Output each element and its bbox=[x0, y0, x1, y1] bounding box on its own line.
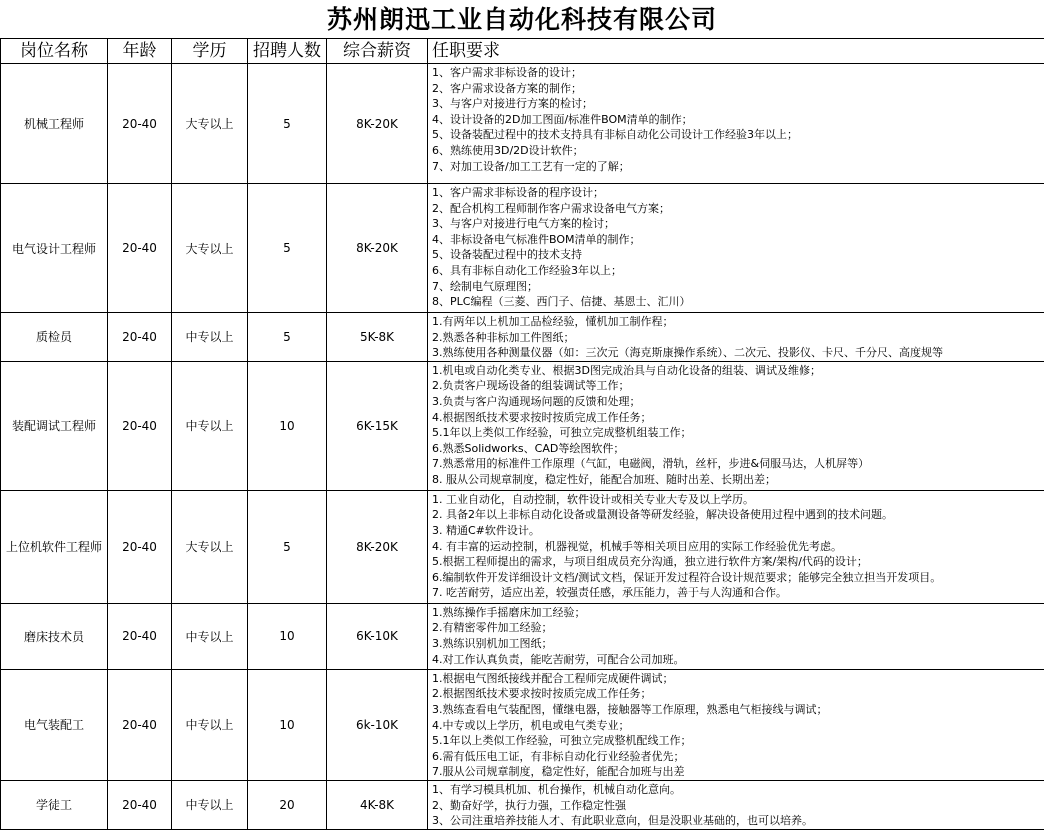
salary-cell: 8K-20K bbox=[327, 64, 428, 184]
table-row bbox=[1, 361, 1044, 490]
requirements-cell bbox=[428, 490, 1044, 603]
education-cell: 大专以上 bbox=[172, 490, 248, 603]
position-cell: 电气装配工 bbox=[1, 669, 108, 780]
requirement-item: 4.中专或以上学历，机电或电气类专业； bbox=[432, 718, 1044, 734]
age-cell: 20-40 bbox=[108, 669, 172, 780]
count-cell: 10 bbox=[248, 603, 327, 669]
table-row bbox=[1, 64, 1044, 184]
education-cell: 大专以上 bbox=[172, 184, 248, 313]
age-cell: 20-40 bbox=[108, 603, 172, 669]
header-salary: 综合薪资 bbox=[327, 39, 428, 64]
salary-cell: 6K-10K bbox=[327, 603, 428, 669]
requirement-item: 3、与客户对接进行电气方案的检讨； bbox=[432, 216, 1044, 232]
requirement-item: 2.有精密零件加工经验； bbox=[432, 620, 1044, 636]
salary-cell: 6K-15K bbox=[327, 361, 428, 490]
education-cell: 大专以上 bbox=[172, 64, 248, 184]
requirement-item: 2.负责客户现场设备的组装调试等工作； bbox=[432, 378, 1044, 394]
header-requirements: 任职要求 bbox=[428, 39, 1044, 64]
table-row bbox=[1, 669, 1044, 780]
table-row bbox=[1, 603, 1044, 669]
requirements-cell bbox=[428, 184, 1044, 313]
requirement-item: 7、绘制电气原理图； bbox=[432, 279, 1044, 295]
requirement-item: 2、配合机构工程师制作客户需求设备电气方案； bbox=[432, 201, 1044, 217]
requirement-item: 2.根据图纸技术要求按时按质完成工作任务； bbox=[432, 686, 1044, 702]
requirement-item: 5.1年以上类似工作经验，可独立完成整机组装工作； bbox=[432, 425, 1044, 441]
position-cell: 质检员 bbox=[1, 313, 108, 362]
requirement-item: 1. 工业自动化，自动控制，软件设计或相关专业大专及以上学历。 bbox=[432, 492, 1044, 508]
salary-cell: 6k-10K bbox=[327, 669, 428, 780]
requirement-item: 6.熟悉Solidworks、CAD等绘图软件； bbox=[432, 441, 1044, 457]
requirement-item: 6.需有低压电工证，有非标自动化行业经验者优先； bbox=[432, 749, 1044, 765]
requirement-item: 3. 精通C#软件设计。 bbox=[432, 523, 1044, 539]
age-cell: 20-40 bbox=[108, 64, 172, 184]
header-position: 岗位名称 bbox=[1, 39, 108, 64]
table-row bbox=[1, 313, 1044, 362]
requirements-cell bbox=[428, 64, 1044, 184]
position-cell: 学徒工 bbox=[1, 780, 108, 829]
requirement-item: 5、设备装配过程中的技术支持具有非标自动化公司设计工作经验3年以上； bbox=[432, 127, 1044, 143]
requirement-item: 5.1年以上类似工作经验，可独立完成整机配线工作； bbox=[432, 733, 1044, 749]
table-row bbox=[1, 184, 1044, 313]
requirement-item: 4.对工作认真负责，能吃苦耐劳，可配合公司加班。 bbox=[432, 652, 1044, 668]
education-cell: 中专以上 bbox=[172, 313, 248, 362]
header-education: 学历 bbox=[172, 39, 248, 64]
requirement-item: 6.编制软件开发详细设计文档/测试文档，保证开发过程符合设计规范要求；能够完全独立担当开发项目。 bbox=[432, 570, 1044, 586]
requirements-cell bbox=[428, 780, 1044, 829]
requirement-item: 1、有学习模具机加、机台操作，机械自动化意向。 bbox=[432, 782, 1044, 798]
education-cell: 中专以上 bbox=[172, 361, 248, 490]
position-cell: 装配调试工程师 bbox=[1, 361, 108, 490]
age-cell: 20-40 bbox=[108, 313, 172, 362]
requirement-item: 8. 服从公司规章制度，稳定性好，能配合加班、随时出差、长期出差； bbox=[432, 472, 1044, 488]
position-cell: 上位机软件工程师 bbox=[1, 490, 108, 603]
requirement-item: 3.熟练识别机加工图纸； bbox=[432, 636, 1044, 652]
position-cell: 磨床技术员 bbox=[1, 603, 108, 669]
count-cell: 10 bbox=[248, 361, 327, 490]
count-cell: 5 bbox=[248, 313, 327, 362]
requirement-item: 3.负责与客户沟通现场问题的反馈和处理； bbox=[432, 394, 1044, 410]
requirement-item: 1.机电或自动化类专业、根据3D图完成治具与自动化设备的组装、调试及维修； bbox=[432, 363, 1044, 379]
requirement-item: 1.熟练操作手摇磨床加工经验； bbox=[432, 605, 1044, 621]
requirement-item: 7、对加工设备/加工工艺有一定的了解； bbox=[432, 159, 1044, 175]
requirement-item: 2. 具备2年以上非标自动化设备或量测设备等研发经验，解决设备使用过程中遇到的技术问题。 bbox=[432, 507, 1044, 523]
company-title: 苏州朗迅工业自动化科技有限公司 bbox=[0, 0, 1044, 38]
requirements-cell bbox=[428, 669, 1044, 780]
requirement-item: 1.根据电气图纸接线并配合工程师完成硬件调试； bbox=[432, 671, 1044, 687]
table-row bbox=[1, 490, 1044, 603]
requirement-item: 1、客户需求非标设备的设计； bbox=[432, 65, 1044, 81]
requirement-item: 4. 有丰富的运动控制，机器视觉，机械手等相关项目应用的实际工作经验优先考虑。 bbox=[432, 539, 1044, 555]
table-row bbox=[1, 780, 1044, 829]
requirement-item: 3、与客户对接进行方案的检讨； bbox=[432, 96, 1044, 112]
count-cell: 5 bbox=[248, 64, 327, 184]
header-count: 招聘人数 bbox=[248, 39, 327, 64]
requirement-item: 7. 吃苦耐劳，适应出差，较强责任感，承压能力，善于与人沟通和合作。 bbox=[432, 585, 1044, 601]
salary-cell: 8K-20K bbox=[327, 490, 428, 603]
requirement-item: 2、客户需求设备方案的制作； bbox=[432, 81, 1044, 97]
count-cell: 10 bbox=[248, 669, 327, 780]
job-recruitment-table bbox=[0, 38, 1044, 830]
requirement-item: 2.熟悉各种非标加工件图纸； bbox=[432, 330, 1044, 346]
requirement-item: 6、熟练使用3D/2D设计软件； bbox=[432, 143, 1044, 159]
education-cell: 中专以上 bbox=[172, 780, 248, 829]
count-cell: 5 bbox=[248, 184, 327, 313]
requirement-item: 7.服从公司规章制度，稳定性好，能配合加班与出差 bbox=[432, 764, 1044, 780]
salary-cell: 5K-8K bbox=[327, 313, 428, 362]
requirement-item: 1.有两年以上机加工品检经验，懂机加工制作程； bbox=[432, 314, 1044, 330]
age-cell: 20-40 bbox=[108, 184, 172, 313]
salary-cell: 8K-20K bbox=[327, 184, 428, 313]
requirement-item: 5、设备装配过程中的技术支持 bbox=[432, 247, 1044, 263]
requirement-item: 2、勤奋好学，执行力强，工作稳定性强 bbox=[432, 798, 1044, 814]
requirement-item: 3、公司注重培养技能人才、有此职业意向，但是没职业基础的，也可以培养。 bbox=[432, 813, 1044, 829]
requirement-item: 7.熟悉常用的标准件工作原理（气缸，电磁阀，滑轨，丝杆，步进&伺服马达，人机屏等） bbox=[432, 456, 1044, 472]
requirement-item: 3.熟练使用各种测量仪器（如：三次元（海克斯康操作系统）、二次元、投影仪、卡尺、千分尺、高度规等 bbox=[432, 345, 1044, 361]
requirements-cell bbox=[428, 603, 1044, 669]
requirement-item: 6、具有非标自动化工作经验3年以上； bbox=[432, 263, 1044, 279]
table-header-row bbox=[1, 39, 1044, 64]
education-cell: 中专以上 bbox=[172, 603, 248, 669]
requirement-item: 1、客户需求非标设备的程序设计； bbox=[432, 185, 1044, 201]
requirements-cell bbox=[428, 361, 1044, 490]
requirement-item: 5.根据工程师提出的需求，与项目组成员充分沟通，独立进行软件方案/架构/代码的设计； bbox=[432, 554, 1044, 570]
age-cell: 20-40 bbox=[108, 780, 172, 829]
salary-cell: 4K-8K bbox=[327, 780, 428, 829]
requirement-item: 4.根据图纸技术要求按时按质完成工作任务； bbox=[432, 410, 1044, 426]
count-cell: 5 bbox=[248, 490, 327, 603]
requirement-item: 3.熟练查看电气装配图，懂继电器，接触器等工作原理，熟悉电气柜接线与调试； bbox=[432, 702, 1044, 718]
requirement-item: 8、PLC编程（三菱、西门子、信捷、基恩士、汇川） bbox=[432, 294, 1044, 310]
position-cell: 电气设计工程师 bbox=[1, 184, 108, 313]
header-age: 年龄 bbox=[108, 39, 172, 64]
age-cell: 20-40 bbox=[108, 490, 172, 603]
age-cell: 20-40 bbox=[108, 361, 172, 490]
requirement-item: 4、非标设备电气标准件BOM清单的制作； bbox=[432, 232, 1044, 248]
count-cell: 20 bbox=[248, 780, 327, 829]
education-cell: 中专以上 bbox=[172, 669, 248, 780]
position-cell: 机械工程师 bbox=[1, 64, 108, 184]
requirement-item: 4、设计设备的2D加工图面/标准件BOM清单的制作； bbox=[432, 112, 1044, 128]
requirements-cell bbox=[428, 313, 1044, 362]
